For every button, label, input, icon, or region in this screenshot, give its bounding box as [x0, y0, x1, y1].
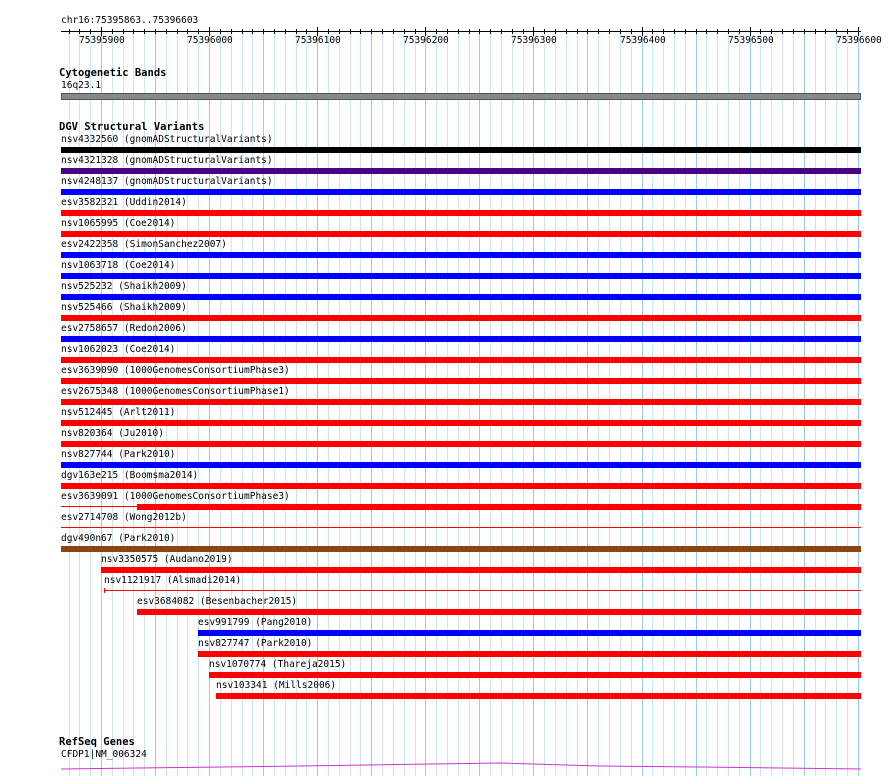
ruler-tick: [663, 29, 664, 34]
variant-bar[interactable]: [209, 672, 861, 678]
ruler-tick: [350, 29, 351, 34]
ruler-tick: [760, 29, 761, 34]
ruler-tick: [609, 29, 610, 34]
ruler-tick: [69, 29, 70, 34]
ruler-tick: [739, 29, 740, 34]
ruler-tick: [847, 29, 848, 34]
ruler-tick: [501, 29, 502, 34]
variant-bar[interactable]: [61, 294, 861, 300]
ruler-tick: [523, 29, 524, 34]
ruler-label: 75396600: [836, 35, 882, 46]
ruler-label: 75396400: [620, 35, 666, 46]
ruler-label: 75396500: [728, 35, 774, 46]
ruler-tick: [220, 29, 221, 34]
ruler-tick: [371, 29, 372, 34]
ruler-tick: [274, 29, 275, 34]
variant-bar[interactable]: [61, 420, 861, 426]
ruler-tick: [815, 29, 816, 34]
ruler-tick: [187, 29, 188, 34]
cytoband-title: Cytogenetic Bands: [59, 67, 167, 79]
variant-bar[interactable]: [61, 483, 861, 489]
variant-bar[interactable]: [61, 168, 861, 174]
ruler-tick: [804, 29, 805, 34]
variant-bar[interactable]: [198, 630, 861, 636]
variant-bar[interactable]: [61, 546, 861, 552]
variant-label[interactable]: esv2422358 (SimonSanchez2007): [61, 239, 227, 250]
ruler-tick: [652, 29, 653, 34]
variant-label[interactable]: nsv525232 (Shaikh2009): [61, 281, 187, 292]
variant-bar[interactable]: [101, 567, 861, 573]
ruler-tick: [587, 29, 588, 34]
variant-label[interactable]: nsv820364 (Ju2010): [61, 428, 164, 439]
ruler-tick: [393, 29, 394, 34]
ruler-tick: [685, 29, 686, 34]
variant-label[interactable]: nsv4332560 (gnomADStructuralVariants): [61, 134, 273, 145]
ruler-tick: [404, 29, 405, 34]
ruler-tick: [771, 29, 772, 34]
variant-label[interactable]: nsv1062023 (Coe2014): [61, 344, 176, 355]
variant-bar[interactable]: [61, 399, 861, 405]
variant-label[interactable]: nsv1063718 (Coe2014): [61, 260, 176, 271]
variant-label[interactable]: nsv3350575 (Audano2019): [101, 554, 233, 565]
ruler-tick: [144, 29, 145, 34]
ruler-tick: [436, 29, 437, 34]
ruler-tick: [231, 29, 232, 34]
variant-label[interactable]: esv2714708 (Wong2012b): [61, 512, 187, 523]
ruler-tick: [242, 29, 243, 34]
variant-label[interactable]: nsv1070774 (Thareja2015): [209, 659, 347, 670]
ruler-tick: [696, 29, 697, 34]
variant-bar[interactable]: [61, 336, 861, 342]
cytoband-bar[interactable]: [61, 93, 861, 100]
refseq-gene-line[interactable]: [0, 758, 890, 772]
ruler-label: 75396100: [295, 35, 341, 46]
variant-label[interactable]: nsv1121917 (Alsmadi2014): [104, 575, 242, 586]
variant-bar[interactable]: [216, 693, 861, 699]
ruler-tick: [544, 29, 545, 34]
variant-label[interactable]: nsv1065995 (Coe2014): [61, 218, 176, 229]
ruler-tick: [674, 29, 675, 34]
ruler-axis: [61, 31, 861, 32]
variant-label[interactable]: nsv4248137 (gnomADStructuralVariants): [61, 176, 273, 187]
ruler-tick: [836, 29, 837, 34]
variant-label[interactable]: dgv163e215 (Boomsma2014): [61, 470, 199, 481]
variant-label[interactable]: esv2675348 (1000GenomesConsortiumPhase1): [61, 386, 290, 397]
variant-label[interactable]: nsv4321328 (gnomADStructuralVariants): [61, 155, 273, 166]
variant-bar[interactable]: [61, 357, 861, 363]
ruler-tick: [706, 29, 707, 34]
ruler-tick: [155, 29, 156, 34]
ruler-tick: [631, 29, 632, 34]
ruler-tick: [458, 29, 459, 34]
ruler-tick: [479, 29, 480, 34]
ruler-tick: [782, 29, 783, 34]
variant-bar[interactable]: [61, 315, 861, 321]
ruler-tick: [512, 29, 513, 34]
variant-bar[interactable]: [61, 273, 861, 279]
ruler-tick: [382, 29, 383, 34]
ruler-label: 75396000: [187, 35, 233, 46]
ruler-tick: [90, 29, 91, 34]
ruler-tick: [577, 29, 578, 34]
ruler-tick: [296, 29, 297, 34]
ruler-tick: [252, 29, 253, 34]
variant-bar[interactable]: [61, 441, 861, 447]
variant-bar[interactable]: [61, 189, 861, 195]
ruler-tick: [306, 29, 307, 34]
ruler-tick: [166, 29, 167, 34]
ruler-tick: [793, 29, 794, 34]
ruler-tick: [79, 29, 80, 34]
variant-label[interactable]: nsv103341 (Mills2006): [216, 680, 337, 691]
refseq-track-title: RefSeq Genes: [59, 736, 135, 748]
cytoband-label: 16q23.1: [61, 80, 102, 91]
ruler-tick: [490, 29, 491, 34]
ruler-tick: [447, 29, 448, 34]
variant-line[interactable]: [61, 527, 861, 528]
ruler-tick: [728, 29, 729, 34]
refseq-gene-path: [61, 763, 861, 769]
ruler-tick: [717, 29, 718, 34]
variant-label[interactable]: nsv827744 (Park2010): [61, 449, 176, 460]
ruler-tick: [285, 29, 286, 34]
variant-label[interactable]: nsv827747 (Park2010): [198, 638, 313, 649]
variant-bar[interactable]: [61, 252, 861, 258]
dgv-track-title: DGV Structural Variants: [59, 121, 205, 133]
variant-label[interactable]: esv991799 (Pang2010): [198, 617, 313, 628]
variant-label[interactable]: dgv490n67 (Park2010): [61, 533, 176, 544]
ruler-tick: [123, 29, 124, 34]
variant-bar[interactable]: [198, 651, 861, 657]
variant-bar[interactable]: [61, 210, 861, 216]
variant-start-tick: [104, 588, 105, 593]
ruler-label: 75395900: [79, 35, 125, 46]
variant-bar[interactable]: [61, 462, 861, 468]
ruler-tick: [360, 29, 361, 34]
ruler-tick: [328, 29, 329, 34]
variant-label[interactable]: esv3639090 (1000GenomesConsortiumPhase3): [61, 365, 290, 376]
ruler-tick: [112, 29, 113, 34]
variant-label[interactable]: esv2758657 (Redon2006): [61, 323, 187, 334]
variant-label[interactable]: esv3639091 (1000GenomesConsortiumPhase3): [61, 491, 290, 502]
ruler-tick: [339, 29, 340, 34]
variant-bar[interactable]: [61, 231, 861, 237]
variant-bar[interactable]: [137, 609, 861, 615]
ruler-tick: [198, 29, 199, 34]
ruler-tick: [598, 29, 599, 34]
variant-bar[interactable]: [61, 147, 861, 153]
ruler-tick: [566, 29, 567, 34]
ruler-tick: [825, 29, 826, 34]
variant-label[interactable]: nsv525466 (Shaikh2009): [61, 302, 187, 313]
ruler-tick: [620, 29, 621, 34]
variant-line[interactable]: [104, 590, 861, 591]
ruler-tick: [177, 29, 178, 34]
variant-label[interactable]: esv3582321 (Uddin2014): [61, 197, 187, 208]
location-label: chr16:75395863..75396603: [61, 15, 199, 26]
variant-bar[interactable]: [137, 504, 861, 510]
ruler-tick: [469, 29, 470, 34]
ruler-label: 75396200: [403, 35, 449, 46]
ruler-tick: [555, 29, 556, 34]
ruler-tick: [133, 29, 134, 34]
refseq-gene-label[interactable]: CFDP1|NM_006324: [61, 749, 147, 760]
variant-label[interactable]: esv3684082 (Besenbacher2015): [137, 596, 298, 607]
ruler-tick: [263, 29, 264, 34]
variant-label[interactable]: nsv512445 (Arlt2011): [61, 407, 176, 418]
ruler-tick: [415, 29, 416, 34]
ruler-label: 75396300: [511, 35, 557, 46]
variant-bar[interactable]: [61, 378, 861, 384]
